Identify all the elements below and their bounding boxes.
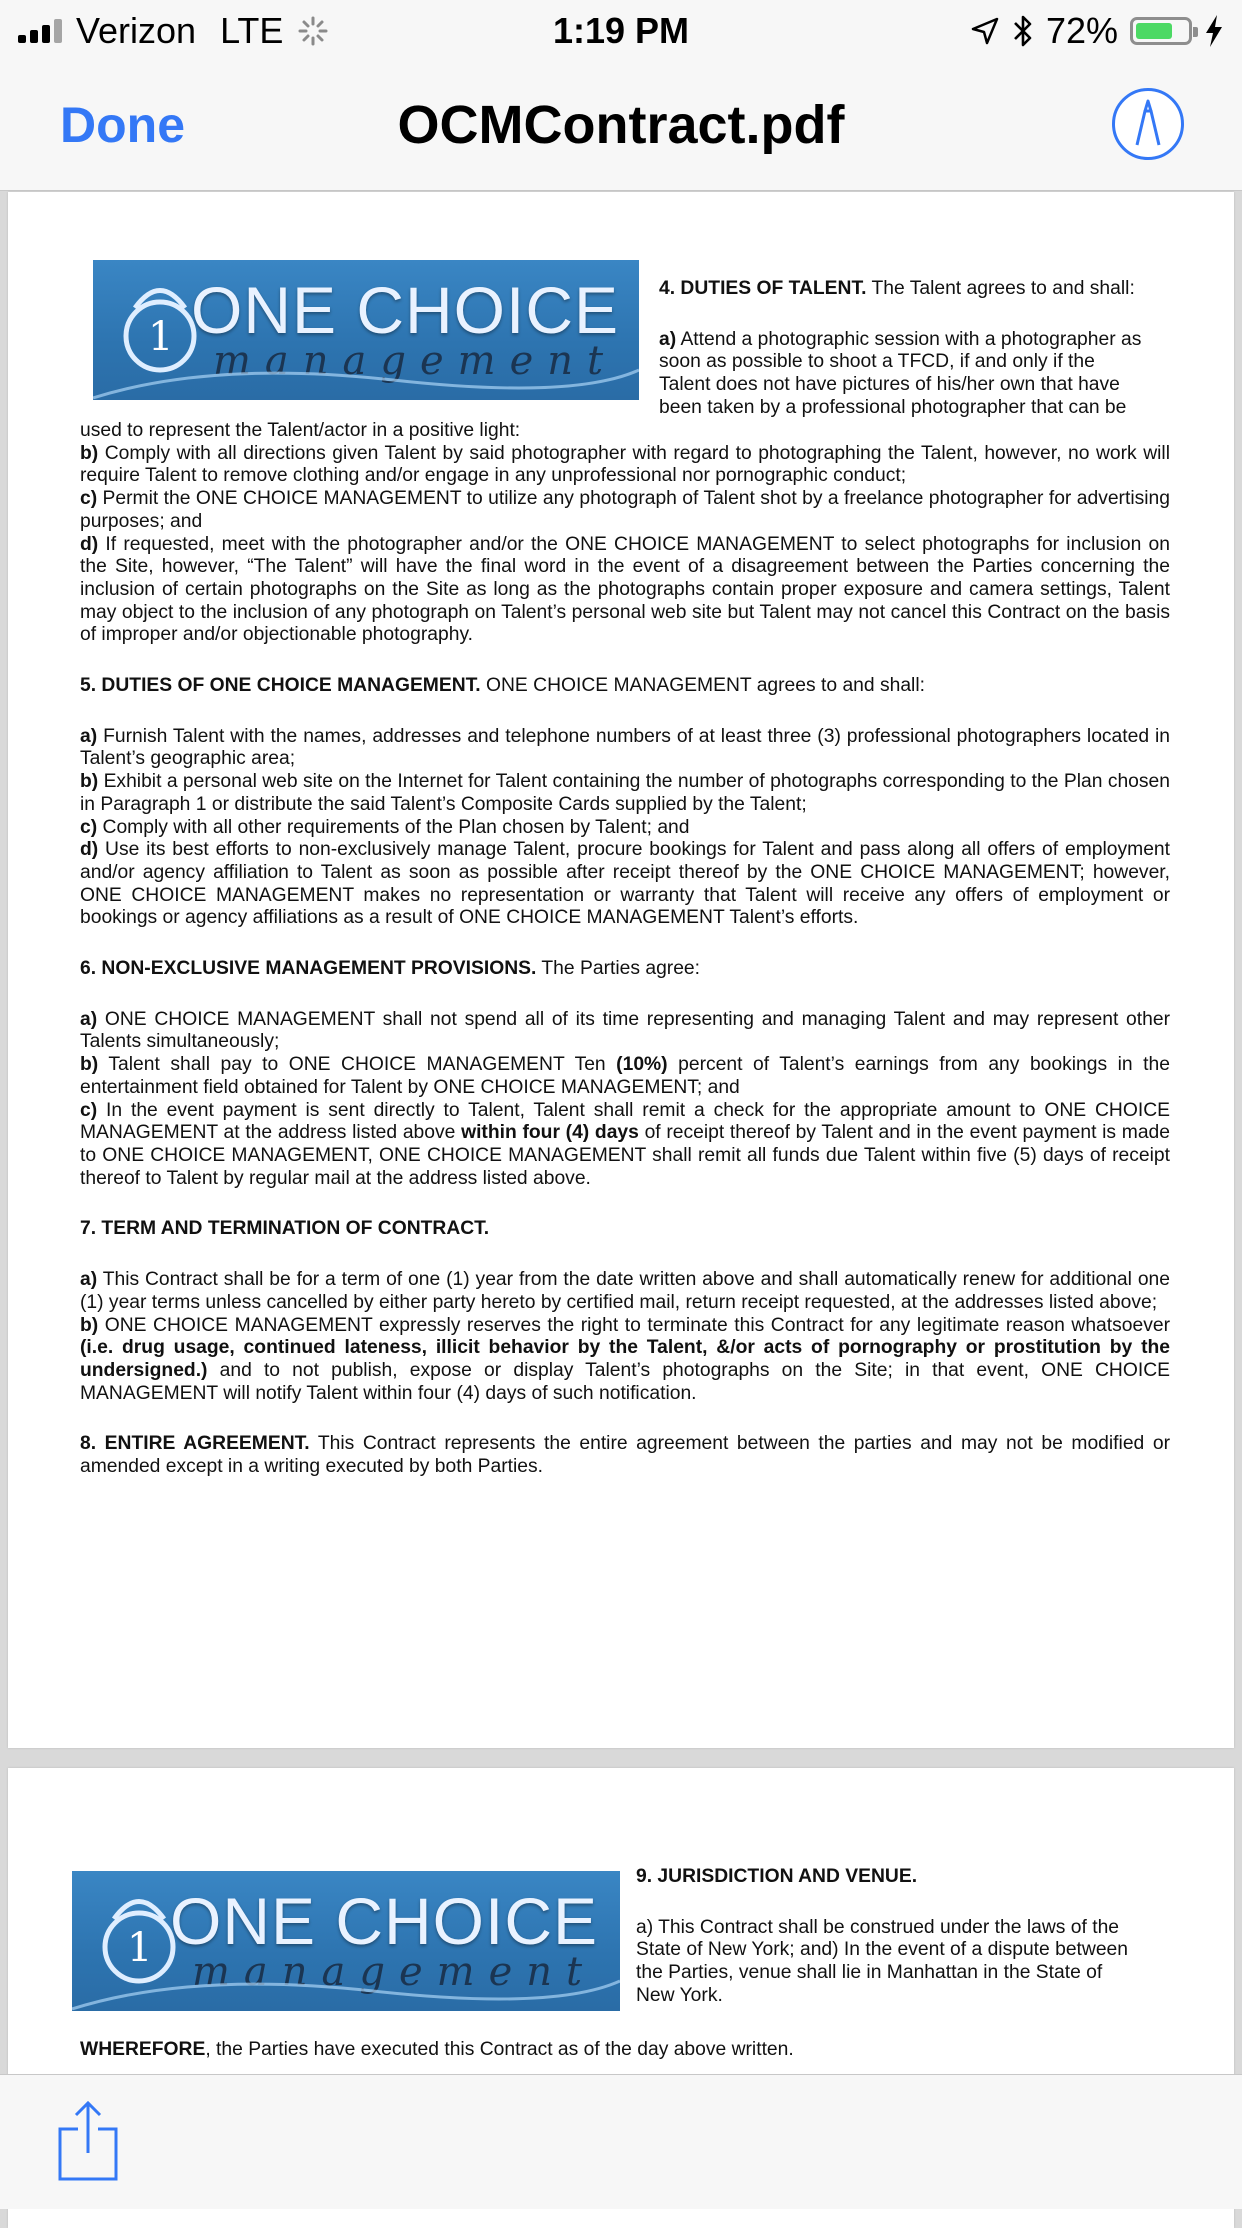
section-5b: b) Exhibit a personal web site on the Internet for Talent containing the number of photographs corresponding to the Plan chosen in Paragraph 1 or distribute the said Talent’s Composite Cards supplied by the Talent;: [80, 771, 1170, 815]
section-6a: a) ONE CHOICE MANAGEMENT shall not spend all of its time representing and managing Talent and may represent other Talents simultaneously;: [80, 1008, 1170, 1053]
section-7a: a) This Contract shall be for a term of one (1) year from the date written above and shall automatically renew for additional one (1) year terms unless cancelled by either party hereto by certified mail, return receipt requested, at the addresses listed above;: [80, 1269, 1170, 1313]
logo-swoosh: [72, 1971, 620, 2011]
share-icon: [56, 2099, 120, 2183]
section-5c: c) Comply with all other requirements of the Plan chosen by Talent; and: [80, 816, 690, 838]
section-6b: b) Talent shall pay to ONE CHOICE MANAGEMENT Ten (10%) percent of Talent’s earnings from any bookings in the entertainment field obtained for Talent by ONE CHOICE MANAGEMENT; and: [80, 1054, 1170, 1098]
svg-text:1: 1: [127, 1925, 153, 1971]
section-7-heading: 7. TERM AND TERMINATION OF CONTRACT.: [80, 1218, 490, 1240]
markup-pen-icon: [1115, 91, 1181, 157]
section-6-header: 6. NON-EXCLUSIVE MANAGEMENT PROVISIONS. The Parties agree:: [80, 958, 701, 980]
logo-brand-text: ONE CHOICE: [191, 273, 620, 347]
section-9: 9. JURISDICTION AND VENUE. a) This Contract shall be construed under the laws of the State of New York; and) In the event of a dispute between the Parties, venue shall lie in Manhattan in the State of New York.: [636, 1866, 1129, 2006]
svg-text:1: 1: [148, 314, 174, 360]
section-4-header: 4. DUTIES OF TALENT. The Talent agrees to and shall: a) Attend a photographic session with a photographer as soon as possible to shoot a TFCD, if and only if the Talent does not have pictures of his/her own that have been taken by a professional photographer that can be: [659, 278, 1142, 418]
section-5-header: 5. DUTIES OF ONE CHOICE MANAGEMENT. ONE CHOICE MANAGEMENT agrees to and shall:: [80, 675, 925, 697]
battery-percent: 72%: [1045, 10, 1118, 51]
bluetooth-icon: [1012, 13, 1034, 49]
document-body-page-1: [80, 420, 1170, 1479]
logo-script-text: management: [213, 338, 618, 384]
section-4-heading: 4. DUTIES OF TALENT.: [659, 278, 867, 299]
section-4b: b) Comply with all directions given Talent by said photographer with regard to photographing the Talent, however, no work will require Talent to remove clothing and/or engage in any unprofessional nor pornographic conduct;: [80, 442, 1170, 487]
section-6-heading: 6. NON-EXCLUSIVE MANAGEMENT PROVISIONS.: [80, 958, 537, 980]
status-time: 1:19 PM: [552, 10, 690, 51]
one-choice-logo: [93, 260, 639, 400]
navigation-bar: [0, 62, 1242, 191]
wherefore-clause: WHEREFORE, the Parties have executed this Contract as of the day above written.: [80, 2039, 794, 2060]
document-title: OCMContract.pdf: [397, 95, 845, 155]
section-9-heading: 9. JURISDICTION AND VENUE.: [636, 1866, 918, 1887]
section-7b: b) ONE CHOICE MANAGEMENT expressly reserves the right to terminate this Contract for any legitimate reason whatsoever (i.e. drug usage, continued lateness, illicit behavior by the Talent, &/or acts of pornography or prostitution by the undersigned.) and to not publish, expose or display Talent’s photographs on the Site; in that event, ONE CHOICE MANAGEMENT will notify Talent within four (4) days of such notification.: [80, 1314, 1170, 1404]
carrier-label: Verizon: [76, 10, 197, 51]
logo-script-text: management: [192, 1949, 597, 1995]
charging-bolt-icon: [1204, 14, 1224, 48]
section-5-heading: 5. DUTIES OF ONE CHOICE MANAGEMENT.: [80, 675, 481, 697]
section-6c: c) In the event payment is sent directly to Talent, Talent shall remit a check for the appropriate amount to ONE CHOICE MANAGEMENT at the address listed above within four (4) days of receipt thereof by Talent and in the event payment is made to ONE CHOICE MANAGEMENT, ONE CHOICE MANAGEMENT shall remit all funds due Talent within five (5) days of receipt thereof to Talent by regular mail at the address listed above.: [80, 1099, 1170, 1189]
network-label: LTE: [220, 10, 284, 51]
section-8-heading: 8. ENTIRE AGREEMENT.: [80, 1433, 310, 1455]
logo-brand-text: ONE CHOICE: [170, 1884, 599, 1958]
pdf-page-1: [8, 192, 1234, 1748]
section-4c: c) Permit the ONE CHOICE MANAGEMENT to utilize any photograph of Talent shot by a freelance photographer for advertising purposes; and: [80, 488, 1170, 532]
location-arrow-icon: [970, 16, 1000, 46]
status-bar: [0, 0, 1242, 62]
section-5d: d) Use its best efforts to non-exclusively manage Talent, procure bookings for Talent and pass along all offers of employment and/or agency affiliation to Talent as soon as possible after receipt thereof by the ONE CHOICE MANAGEMENT; however, ONE CHOICE MANAGEMENT makes no representation or warranty that Talent will receive any offers of employment or bookings or agency affiliations as a result of ONE CHOICE MANAGEMENT Talent’s efforts.: [80, 839, 1170, 929]
markup-button[interactable]: [1112, 88, 1184, 160]
bottom-toolbar: [0, 2074, 1242, 2209]
section-7-header: [80, 1218, 1170, 1241]
section-8: 8. ENTIRE AGREEMENT. This Contract represents the entire agreement between the parties and may not be modified or amended except in a writing executed by both Parties.: [80, 1433, 1170, 1478]
battery-icon: [1130, 17, 1192, 45]
section-4d: d) If requested, meet with the photographer and/or the ONE CHOICE MANAGEMENT to select photographs for inclusion on the Site, however, “The Talent” will have the final word in the event of a disagreement between the Parties concerning the inclusion of certain photographs on the Site as long as the photographs contain proper exposure and camera settings, Talent may object to the inclusion of any photograph on Talent’s personal web site but Talent may not cancel this Contract on the basis of improper and/or objectionable photography.: [80, 533, 1170, 646]
share-button[interactable]: [56, 2099, 120, 2183]
section-5a: a) Furnish Talent with the names, addresses and telephone numbers of at least three (3) professional photographers located in Talent’s geographic area;: [80, 725, 1170, 770]
section-4a-continued: used to represent the Talent/actor in a positive light:: [80, 420, 521, 441]
done-button[interactable]: Done: [60, 97, 185, 153]
logo-swoosh: [93, 360, 639, 400]
one-choice-logo: [72, 1871, 620, 2011]
